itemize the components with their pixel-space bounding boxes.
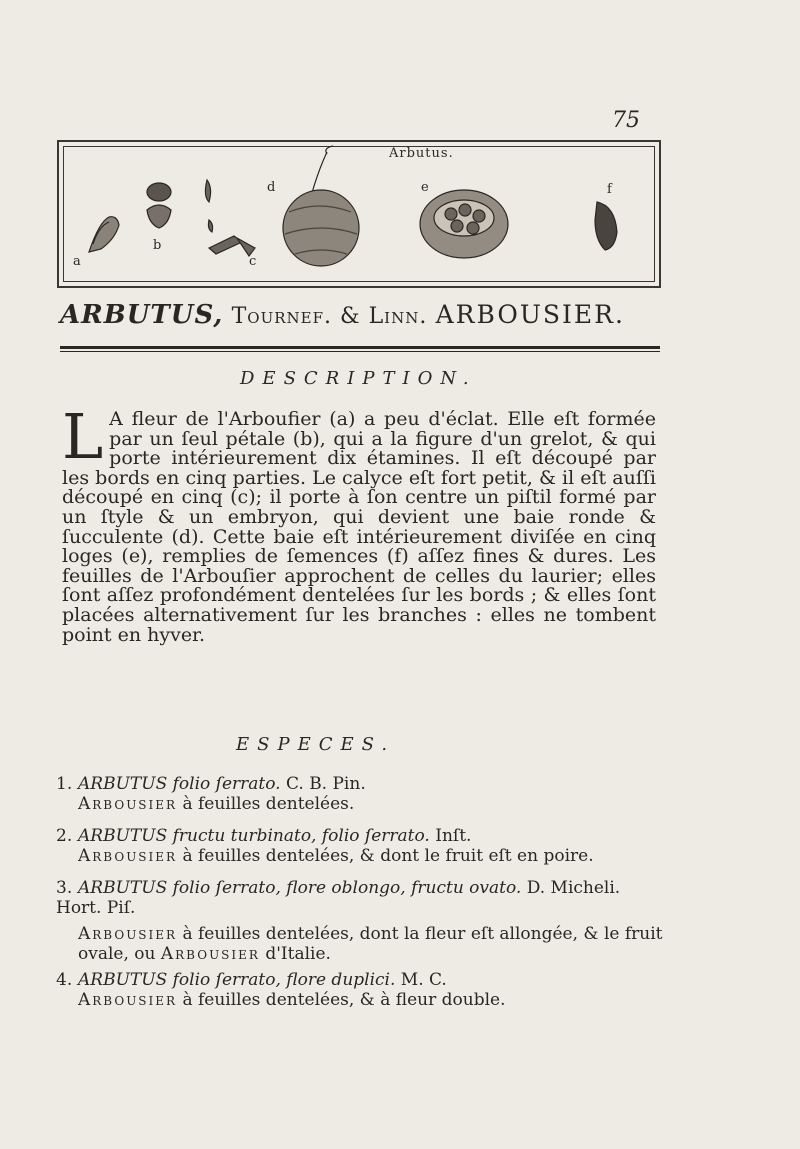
- figure-b-corolla-drawing: [147, 183, 171, 228]
- description-body: [62, 400, 656, 646]
- species-number: 4.: [56, 970, 73, 990]
- figure-f-seed-drawing: [595, 202, 617, 250]
- species-entry-1: [56, 774, 666, 814]
- figure-label-a: a: [73, 254, 81, 269]
- species-french-desc: à feuilles dentelées, dont la fleur eſt allongée, & le fruit ovale, ou: [78, 924, 663, 964]
- species-number: 3.: [56, 878, 73, 898]
- species-latin: ARBUTUS fructu turbinato, folio ſerrato.: [78, 826, 430, 846]
- species-entry-4: [56, 970, 666, 1010]
- figure-label-d: d: [267, 180, 276, 195]
- botanical-plate: [57, 140, 661, 288]
- species-french-name: Arbousier: [78, 990, 178, 1010]
- plate-engraving: [59, 142, 659, 286]
- species-french-name: Arbousier: [78, 924, 178, 944]
- figure-c-calyx-drawing: [209, 236, 255, 256]
- description-text: A fleur de l'Arboufier (a) a peu d'éclat. Elle eſt formée par un ſeul pétale (b), qui a la figure d'un grelot, & qui porte intérieurement dix étamines. Il eſt découpé par les bords en cinq parties. Le calyce eſt fort petit, & il eſt auſſi découpé en cinq (c); il porte à ſon centre un piſtil formé par un ſtyle & un embryon, qui devient une baie ronde & ſucculente (d). Cette baie eſt intérieurement diviſée en cinq loges (e), remplies de ſemences (f) aſſez fines & dures. Les feuilles de l'Arbouſier approchent de celles du laurier; elles ſont aſſez profondément dentelées ſur les bords ; & elles ſont placées alternativement ſur les branches : elles ne tombent point en hyver.: [62, 408, 656, 646]
- figure-stamen-drawing: [205, 180, 212, 232]
- species-french-name: Arbousier: [78, 794, 178, 814]
- species-latin: ARBUTUS folio ſerrato, flore oblongo, fructu ovato.: [78, 878, 522, 898]
- figure-d-fruit-branch-drawing: [283, 146, 359, 266]
- species-french-name: Arbousier: [78, 846, 178, 866]
- species-reference: M. C.: [395, 970, 447, 990]
- heading-rule-thick: [60, 346, 660, 349]
- species-number: 1.: [56, 774, 73, 794]
- species-latin: ARBUTUS folio ſerrato.: [78, 774, 281, 794]
- species-french-desc-alt: d'Italie.: [259, 944, 331, 964]
- species-reference: C. B. Pin.: [280, 774, 366, 794]
- species-latin: ARBUTUS folio ſerrato, flore duplici.: [78, 970, 396, 990]
- drop-cap: L: [62, 400, 104, 473]
- figure-label-f: f: [607, 182, 612, 197]
- species-french-desc: à feuilles dentelées.: [177, 794, 355, 814]
- species-reference: D. Micheli. Hort. Piſ.: [56, 878, 621, 918]
- entry-heading: [60, 300, 625, 330]
- figure-e-cross-section-drawing: [420, 190, 508, 258]
- figure-label-b: b: [153, 238, 162, 253]
- figure-a-flower-drawing: [89, 217, 119, 252]
- french-name: ARBOUSIER.: [435, 300, 625, 329]
- species-french-name-alt: Arbousier: [160, 944, 260, 964]
- figure-label-e: e: [421, 180, 429, 195]
- genus-name: ARBUTUS,: [60, 300, 224, 330]
- page-number: 75: [612, 108, 640, 133]
- especes-title: ESPECES.: [236, 734, 396, 755]
- figure-label-c: c: [249, 254, 257, 269]
- species-french-desc: à feuilles dentelées, & à fleur double.: [177, 990, 506, 1010]
- plate-title: Arbutus.: [389, 146, 454, 161]
- species-french-desc: à feuilles dentelées, & dont le fruit eſt en poire.: [177, 846, 594, 866]
- species-number: 2.: [56, 826, 73, 846]
- authors: Tournef. & Linn.: [231, 304, 428, 329]
- species-reference: Inſt.: [429, 826, 472, 846]
- species-entry-2: [56, 826, 666, 866]
- heading-rule-thin: [60, 351, 660, 352]
- description-title: DESCRIPTION.: [240, 368, 477, 389]
- species-entry-3: [56, 878, 666, 964]
